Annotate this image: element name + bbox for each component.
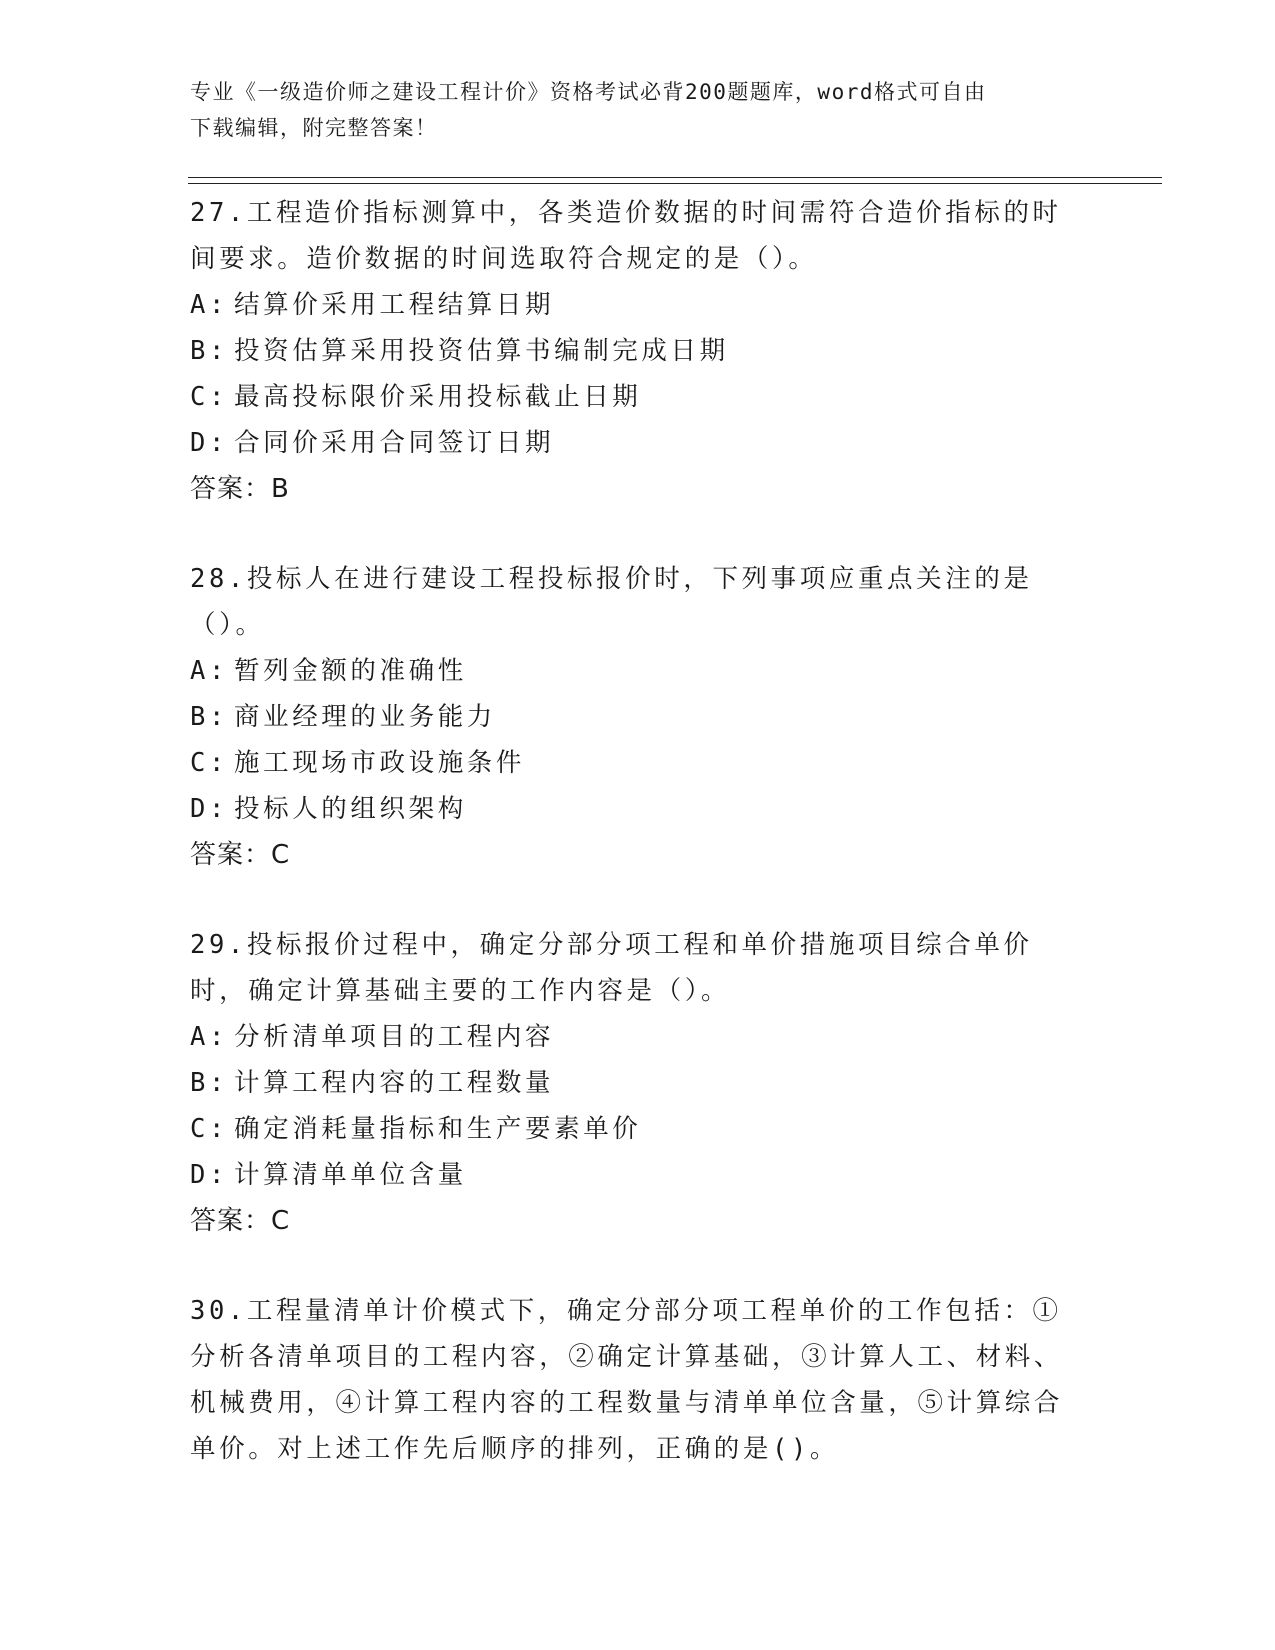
option-letter: D: bbox=[190, 1160, 228, 1190]
header-divider-bottom bbox=[188, 183, 1162, 184]
option-text: 投资估算采用投资估算书编制完成日期 bbox=[234, 336, 729, 366]
option-letter: B: bbox=[190, 702, 228, 732]
option-text: 计算清单单位含量 bbox=[234, 1160, 467, 1190]
question-stem: 30.工程量清单计价模式下，确定分部分项工程单价的工作包括：①分析各清单项目的工程内容，②确定计算基础，③计算人工、材料、机械费用，④计算工程内容的工程数量与清单单位含量，⑤计算综合单价。对上述工作先后顺序的排列，正确的是()。 bbox=[190, 1296, 1064, 1464]
option-letter: C: bbox=[190, 748, 228, 778]
answer-line: 答案：C bbox=[190, 840, 291, 870]
option-text: 暂列金额的准确性 bbox=[234, 656, 467, 686]
option-c bbox=[190, 1106, 1090, 1152]
question-stem: 28.投标人在进行建设工程投标报价时，下列事项应重点关注的是（）。 bbox=[190, 564, 1033, 640]
question-27 bbox=[190, 190, 1090, 512]
question-list bbox=[190, 190, 1090, 1516]
option-b bbox=[190, 1060, 1090, 1106]
header-line-2: 下载编辑，附完整答案！ bbox=[190, 116, 438, 140]
option-text: 合同价采用合同签订日期 bbox=[234, 428, 555, 458]
option-text: 商业经理的业务能力 bbox=[234, 702, 496, 732]
option-letter: C: bbox=[190, 382, 228, 412]
answer-line: 答案：B bbox=[190, 474, 290, 504]
option-a bbox=[190, 1014, 1090, 1060]
option-letter: A: bbox=[190, 1022, 228, 1052]
option-text: 投标人的组织架构 bbox=[234, 794, 467, 824]
option-letter: A: bbox=[190, 656, 228, 686]
option-letter: A: bbox=[190, 290, 228, 320]
option-a bbox=[190, 282, 1090, 328]
option-d bbox=[190, 786, 1090, 832]
option-a bbox=[190, 648, 1090, 694]
option-letter: B: bbox=[190, 336, 228, 366]
option-text: 确定消耗量指标和生产要素单价 bbox=[234, 1114, 642, 1144]
option-b bbox=[190, 328, 1090, 374]
header-line-1: 专业《一级造价师之建设工程计价》资格考试必背200题题库，word格式可自由 bbox=[190, 80, 987, 104]
option-letter: C: bbox=[190, 1114, 228, 1144]
option-d bbox=[190, 420, 1090, 466]
question-30 bbox=[190, 1288, 1090, 1472]
option-letter: B: bbox=[190, 1068, 228, 1098]
answer-line: 答案：C bbox=[190, 1206, 291, 1236]
option-d bbox=[190, 1152, 1090, 1198]
option-b bbox=[190, 694, 1090, 740]
option-text: 分析清单项目的工程内容 bbox=[234, 1022, 555, 1052]
option-letter: D: bbox=[190, 428, 228, 458]
document-header bbox=[190, 74, 1070, 146]
question-stem: 29.投标报价过程中，确定分部分项工程和单价措施项目综合单价时，确定计算基础主要的工作内容是（）。 bbox=[190, 930, 1033, 1006]
question-28 bbox=[190, 556, 1090, 878]
question-stem: 27.工程造价指标测算中，各类造价数据的时间需符合造价指标的时间要求。造价数据的时间选取符合规定的是（）。 bbox=[190, 198, 1062, 274]
header-divider-top bbox=[188, 177, 1162, 178]
option-text: 施工现场市政设施条件 bbox=[234, 748, 526, 778]
option-text: 结算价采用工程结算日期 bbox=[234, 290, 555, 320]
option-letter: D: bbox=[190, 794, 228, 824]
option-text: 计算工程内容的工程数量 bbox=[234, 1068, 555, 1098]
option-text: 最高投标限价采用投标截止日期 bbox=[234, 382, 642, 412]
option-c bbox=[190, 740, 1090, 786]
question-29 bbox=[190, 922, 1090, 1244]
option-c bbox=[190, 374, 1090, 420]
